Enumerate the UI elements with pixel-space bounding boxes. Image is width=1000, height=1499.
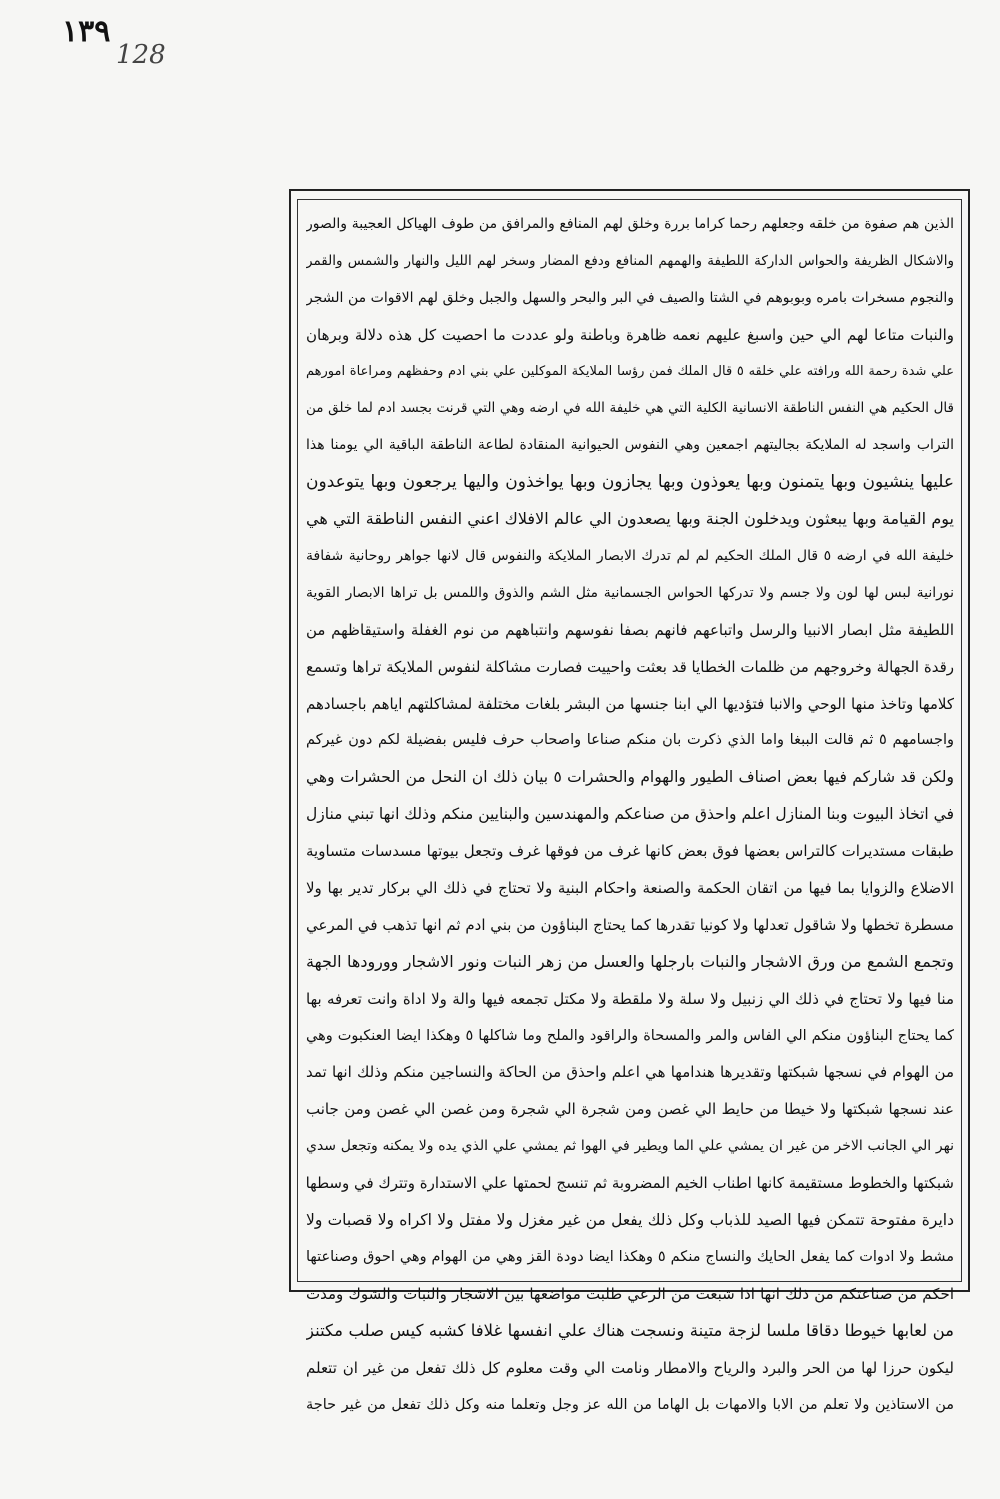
text-line: دايرة مفتوحة تتمكن فيها الصيد للذباب وكل ذلك يفعل من غير مغزل ولا مفتل ولا اكراه ولا قصبات ولا — [306, 1211, 954, 1230]
text-line: والاشكال الظريفة والحواس الداركة اللطيفة والهمهم المنافع ودفع المضار وسخر لهم الليل والنهار والشمس والقمر — [306, 252, 954, 269]
text-line: نهر الي الجانب الاخر من غير ان يمشي علي الما ويطير في الهوا ثم يمشي علي الذي يده ولا يمكنه وتجعل سدي — [306, 1138, 954, 1155]
text-line: خليفة الله في ارضه ٥ قال الملك الحكيم لم لم تدرك الابصار الملايكة والنفوس قال لانها جواهر روحانية شفافة — [306, 548, 954, 565]
text-line: مسطرة تخطها ولا شاقول تعدلها ولا كونيا تقدرها كما يحتاج البناؤون من بني ادم ثم انها تذهب في المرعي — [306, 915, 954, 934]
text-line: عند نسجها شبكتها ولا خيطا من حايط الي غصن ومن شجرة الي شجرة ومن غصن الي غصن ومن جانب — [306, 1100, 954, 1119]
manuscript-text-block — [306, 206, 954, 1413]
text-line: من الهوام في نسجها شبكتها وتقديرها هندامها هي اعلم واحذق من الحاكة والنساجين منكم وذلك انها تمد — [306, 1063, 954, 1082]
text-line: علي شدة رحمة الله ورافته علي خلقه ٥ قال الملك فمن رؤسا الملايكة الموكلين علي بني ادم وحفظهم ومراعاة امورهم — [306, 363, 954, 379]
text-line: من الاستاذين ولا تعلم من الابا والامهات بل الهاما من الله عز وجل وتعلما منه وكل ذلك تفعل من غير حاجة — [306, 1396, 954, 1413]
text-line: شبكتها والخطوط مستقيمة كانها اطناب الخيم المضروبة ثم تنسج لحمتها علي الاستدارة وتترك في وسطها — [306, 1174, 954, 1193]
folio-number-pencil: 128 — [116, 40, 166, 70]
text-line: مشط ولا ادوات كما يفعل الحايك والنساج منكم ٥ وهكذا ايضا دودة القز وهي من الهوام وهي احوق وصناعتها — [306, 1248, 954, 1265]
text-line: كما يحتاج البناؤون منكم الي الفاس والمر والمسحاة والراقود والملح وما شاكلها ٥ وهكذا ايضا العنكبوت وهي — [306, 1027, 954, 1044]
text-line: واجسامهم ٥ ثم قالت الببغا واما الذي ذكرت بان منكم صناعا واصحاب حرف فليس بفضيلة لكم دون غيركم — [306, 732, 954, 749]
text-line: طبقات مستديرات كالتراس بعضها فوق بعض كانها غرف من فوقها غرف وتجعل بيوتها مسدسات متساوية — [306, 842, 954, 861]
text-line: كلامها وتاخذ منها الوحي والانبا فتؤديها الي ابنا جنسها من البشر بلغات مختلفة لمشاكلتهم اياهم باجسادهم — [306, 694, 954, 713]
text-line: في اتخاذ البيوت وبنا المنازل اعلم واحذق من صناعكم والمهندسين والبنايين منكم وذلك انها تبني منازل — [306, 805, 954, 824]
text-line: رقدة الجهالة وخروجهم من ظلمات الخطايا قد بعثت واحييت فصارت مشاكلة لنفوس الملايكة تراها وتسمع — [306, 657, 954, 676]
text-line: ليكون حرزا لها من الحر والبرد والرياح والامطار ونامت الي وقت معلوم كل ذلك تفعل من غير ان تتعلم — [306, 1358, 954, 1377]
text-line: وتجمع الشمع من ورق الاشجار والنبات بارجلها والعسل من زهر النبات ونور الاشجار وورودها الجهة — [306, 951, 954, 971]
text-line: احكم من صناعتكم من ذلك انها اذا شبعت من الرعي طلبت مواضعها بين الاشجار والنبات والشوك ومدت — [306, 1284, 954, 1303]
folio-number-arabic: ١٣٩ — [62, 14, 111, 49]
text-line: نورانية لبس لها لون ولا جسم ولا تدركها الحواس الجسمانية مثل الشم والذوق واللمس بل تراها الابصار القوية — [306, 584, 954, 601]
text-line: من لعابها خيوطا دقاقا ملسا لزجة متينة ونسجت هناك علي انفسها غلافا كشبه كيس صلب مكتنز — [306, 1320, 954, 1340]
text-line: عليها ينشيون وبها يتمنون وبها يعوذون وبها يجازون وبها يواخذون واليها يرجعون وبها يتوعدون — [306, 472, 954, 493]
text-line: يوم القيامة وبها يبعثون ويدخلون الجنة وبها يصعدون الي عالم الافلاك اعني النفس الناطقة التي هي — [306, 509, 954, 529]
text-line: قال الحكيم هي النفس الناطقة الانسانية الكلية التي هي خليفة الله في ارضه وهي التي قرنت بجسد ادم لما خلق من — [306, 400, 954, 417]
text-line: الاضلاع والزوايا بما فيها من اتقان الحكمة والصنعة واحكام البنية ولا تحتاج في ذلك الي بركار تدير بها ولا — [306, 879, 954, 898]
text-line: والنجوم مسخرات بامره وبوبوهم في الشتا والصيف في البر والبحر والسهل والجبل وخلق لهم الاقوات من الشجر — [306, 289, 954, 306]
text-line: والنبات متاعا لهم الي حين واسبغ عليهم نعمه ظاهرة وباطنة ولو عددت ما احصيت كل هذه دلالة وبرهان — [306, 325, 954, 344]
text-line: التراب واسجد له الملايكة بجاليتهم اجمعين وهي النفوس الحيوانية المنقادة لطاعة الناطقة الباقية الي يومنا هذا — [306, 437, 954, 454]
text-line: الذين هم صفوة من خلقه وجعلهم رحما كراما بررة وخلق لهم المنافع والمرافق من طوف الهياكل العجيبة والصور — [306, 216, 954, 232]
text-line: ولكن قد شاركم فيها بعض اصناف الطيور والهوام والحشرات ٥ بيان ذلك ان النحل من الحشرات وهي — [306, 768, 954, 787]
text-line: اللطيفة مثل ابصار الانبيا والرسل واتباعهم فانهم بصفا نفوسهم وانتباههم من نوم الغفلة واستيقاظهم من — [306, 620, 954, 639]
text-line: منا فيها ولا تحتاج في ذلك الي زنبيل ولا سلة ولا ملقطة ولا مكتل تجمعه فيها والة ولا اداة وانت تعرفه بها — [306, 989, 954, 1008]
